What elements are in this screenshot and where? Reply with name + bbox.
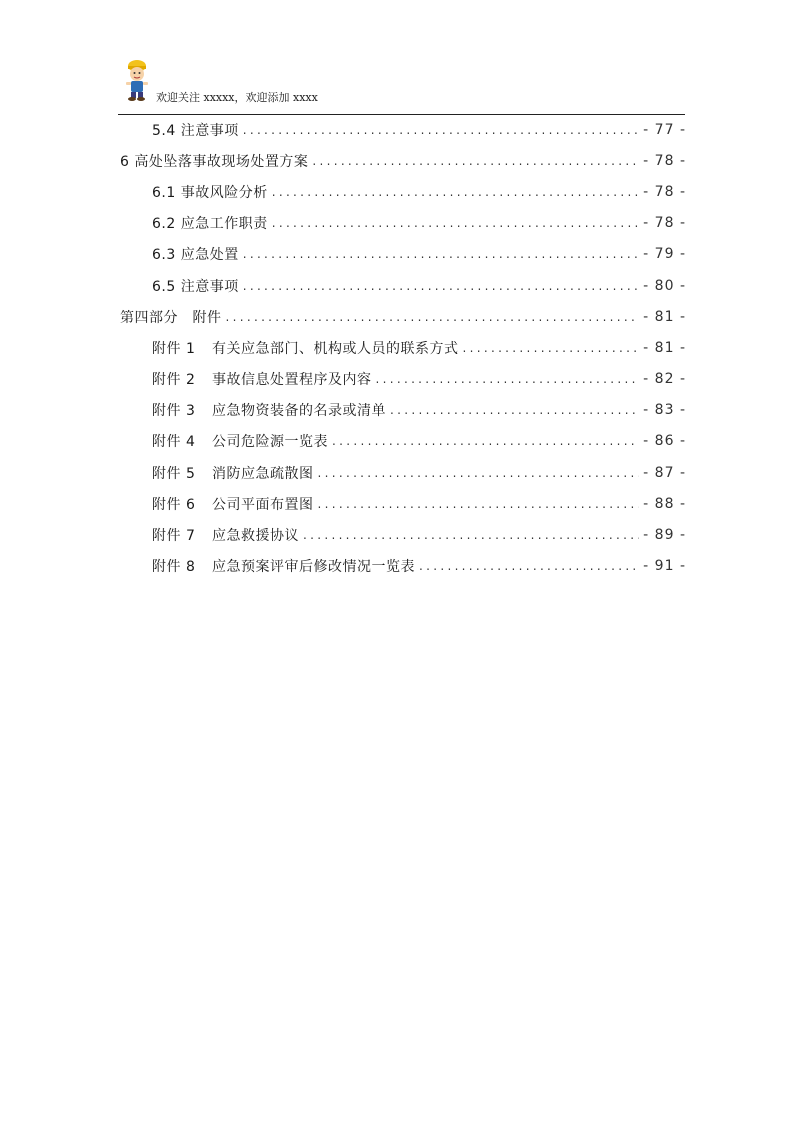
dot-leader bbox=[332, 434, 639, 448]
toc-entry-page: - 80 - bbox=[643, 277, 686, 294]
toc-entry[interactable] bbox=[120, 239, 686, 270]
toc-entry-page: - 81 - bbox=[643, 339, 686, 356]
toc-entry-page: - 86 - bbox=[643, 433, 686, 450]
attachment-title: 消防应急疏散图 bbox=[212, 465, 314, 482]
attachment-number: 附件 2 bbox=[152, 372, 196, 389]
toc-entry-page: - 83 - bbox=[643, 402, 686, 419]
toc-entry[interactable] bbox=[120, 270, 686, 301]
toc-entry[interactable] bbox=[120, 145, 686, 176]
toc-attachment-entry[interactable] bbox=[120, 488, 686, 519]
toc-entry-page: - 89 - bbox=[643, 527, 686, 544]
dot-leader bbox=[243, 123, 639, 137]
dot-leader bbox=[272, 216, 639, 230]
dot-leader bbox=[419, 559, 639, 573]
attachment-title: 应急预案评审后修改情况一览表 bbox=[212, 559, 415, 576]
toc-entry-page: - 78 - bbox=[643, 215, 686, 232]
dot-leader bbox=[463, 341, 640, 355]
toc-entry-label: 5.4 注意事项 bbox=[152, 122, 239, 139]
toc-entry-label: 6.5 注意事项 bbox=[152, 278, 239, 295]
toc-attachment-entry[interactable] bbox=[120, 519, 686, 550]
attachment-title: 公司危险源一览表 bbox=[212, 434, 328, 451]
attachment-number: 附件 5 bbox=[152, 465, 196, 482]
toc-entry-page: - 88 - bbox=[643, 495, 686, 512]
toc-entry[interactable] bbox=[120, 208, 686, 239]
dot-leader bbox=[303, 528, 639, 542]
toc-entry-page: - 78 - bbox=[643, 152, 686, 169]
toc-entry[interactable] bbox=[120, 301, 686, 332]
dot-leader bbox=[243, 247, 639, 261]
toc-entry-label: 第四部分 附件 bbox=[120, 309, 222, 326]
toc-entry-page: - 82 - bbox=[643, 371, 686, 388]
attachment-number: 附件 8 bbox=[152, 559, 196, 576]
worker-mascot-icon bbox=[120, 56, 154, 102]
attachment-title: 应急救援协议 bbox=[212, 528, 299, 545]
toc-entry-label: 6.3 应急处置 bbox=[152, 247, 239, 264]
dot-leader bbox=[318, 497, 640, 511]
attachment-title: 事故信息处置程序及内容 bbox=[212, 372, 372, 389]
attachment-title: 有关应急部门、机构或人员的联系方式 bbox=[212, 340, 459, 357]
dot-leader bbox=[226, 310, 640, 324]
dot-leader bbox=[312, 154, 639, 168]
toc-entry[interactable] bbox=[120, 176, 686, 207]
header-text: 欢迎关注 xxxxx，欢迎添加 xxxx bbox=[156, 91, 318, 104]
dot-leader bbox=[318, 466, 640, 480]
dot-leader bbox=[272, 185, 639, 199]
dot-leader bbox=[243, 279, 639, 293]
toc-attachment-entry[interactable] bbox=[120, 395, 686, 426]
dot-leader bbox=[376, 372, 640, 386]
toc-entry-page: - 87 - bbox=[643, 464, 686, 481]
attachment-title: 公司平面布置图 bbox=[212, 496, 314, 513]
toc-entry-page: - 78 - bbox=[643, 183, 686, 200]
attachment-number: 附件 7 bbox=[152, 528, 196, 545]
table-of-contents bbox=[120, 114, 686, 582]
toc-attachment-entry[interactable] bbox=[120, 364, 686, 395]
attachment-number: 附件 6 bbox=[152, 496, 196, 513]
toc-entry-page: - 81 - bbox=[643, 308, 686, 325]
toc-entry[interactable] bbox=[120, 114, 686, 145]
toc-entry-page: - 77 - bbox=[643, 121, 686, 138]
attachment-number: 附件 3 bbox=[152, 403, 196, 420]
toc-entry-label: 6.1 事故风险分析 bbox=[152, 184, 268, 201]
toc-attachment-entry[interactable] bbox=[120, 457, 686, 488]
attachment-title: 应急物资装备的名录或清单 bbox=[212, 403, 386, 420]
toc-entry-page: - 79 - bbox=[643, 246, 686, 263]
attachment-number: 附件 1 bbox=[152, 340, 196, 357]
toc-attachment-entry[interactable] bbox=[120, 551, 686, 582]
toc-attachment-entry[interactable] bbox=[120, 332, 686, 363]
toc-entry-label: 6 高处坠落事故现场处置方案 bbox=[120, 153, 309, 170]
toc-attachment-entry[interactable] bbox=[120, 426, 686, 457]
dot-leader bbox=[390, 403, 639, 417]
page-header bbox=[118, 56, 685, 115]
toc-entry-page: - 91 - bbox=[643, 558, 686, 575]
toc-entry-label: 6.2 应急工作职责 bbox=[152, 216, 268, 233]
attachment-number: 附件 4 bbox=[152, 434, 196, 451]
